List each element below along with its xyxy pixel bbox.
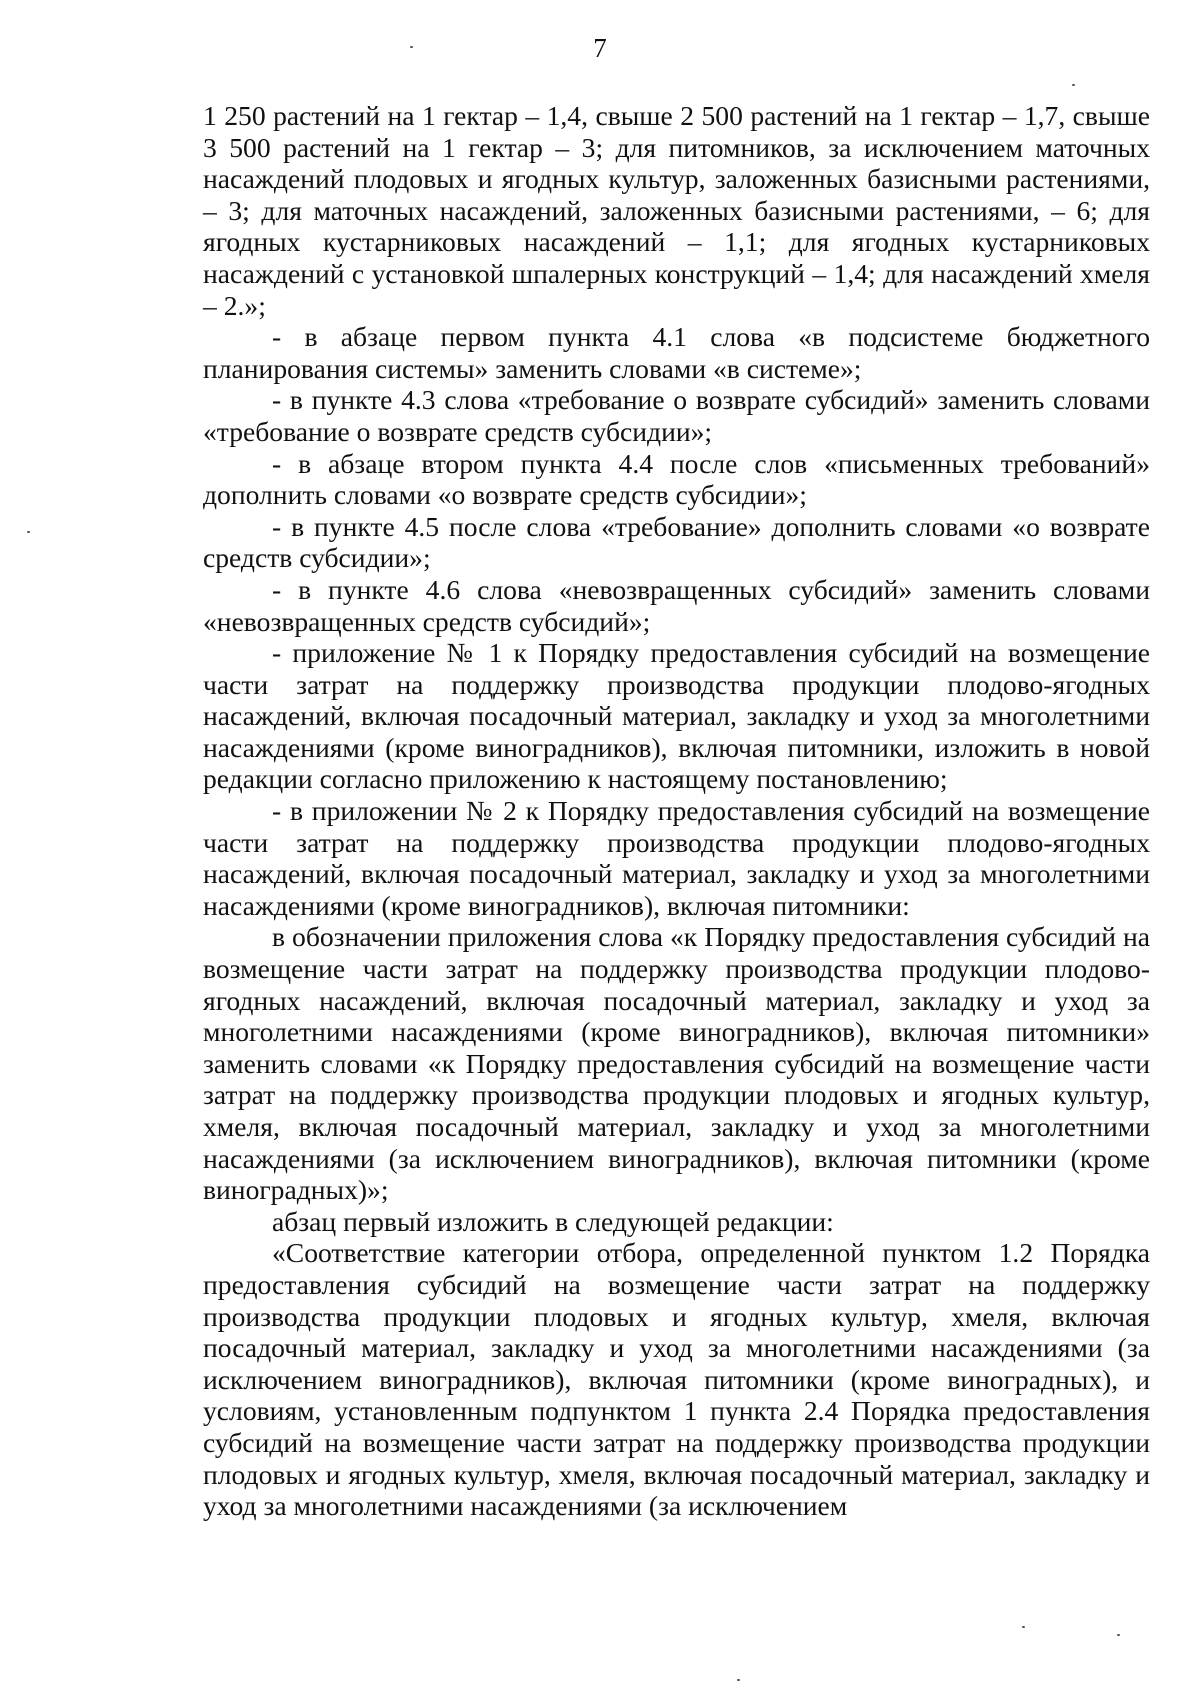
paragraph-item-4-5: - в пункте 4.5 после слова «требование» дополнить словами «о возврате средств субсидии»;	[203, 510, 1150, 574]
paragraph-item-4-3: - в пункте 4.3 слова «требование о возврате субсидий» заменить словами «требование о возврате средств субсидии»;	[203, 384, 1150, 447]
paragraph-item-4-1: - в абзаце первом пункта 4.1 слова «в подсистеме бюджетного планирования системы» заменить словами «в системе»;	[203, 321, 1150, 384]
paragraph-quoted-text: «Соответствие категории отбора, определенной пунктом 1.2 Порядка предоставления субсидий на возмещение части затрат на поддержку производства продукции плодовых и ягодных культур, хмеля, включая посадочный материал, закладку и уход за многолетними насаждениями (за исключением виноградников), включая питомники (кроме виноградных), и условиям, установленным подпунктом 1 пункта 2.4 Порядка предоставления субсидий на возмещение части затрат на поддержку производства продукции плодовых и ягодных культур, хмеля, включая посадочный материал, закладку и уход за многолетними насаждениями (за исключением	[203, 1237, 1150, 1522]
scan-speck	[1022, 1626, 1025, 1628]
scan-speck	[1072, 84, 1075, 86]
paragraph-item-4-6: - в пункте 4.6 слова «невозвращенных субсидий» заменить словами «невозвращенных средств субсидий»;	[203, 573, 1150, 637]
scan-speck	[737, 1679, 740, 1681]
page-number: 7	[593, 33, 607, 63]
paragraph-continuation: 1 250 растений на 1 гектар – 1,4, свыше 2 500 растений на 1 гектар – 1,7, свыше 3 500 растений на 1 гектар – 3; для питомников, за исключением маточных насаждений плодовых и ягодных культур, заложенных базисными растениями, – 3; для маточных насаждений, заложенных базисными растениями, – 6; для ягодных кустарниковых насаждений – 1,1; для ягодных кустарниковых насаждений с установкой шпалерных конструкций – 1,4; для насаждений хмеля – 2.»;	[203, 100, 1150, 321]
paragraph-appendix-1: - приложение № 1 к Порядку предоставления субсидий на возмещение части затрат на поддержку производства продукции плодово-ягодных насаждений, включая посадочный материал, закладку и уход за многолетними насаждениями (кроме виноградников), включая питомники, изложить в новой редакции согласно приложению к настоящему постановлению;	[203, 637, 1150, 795]
scan-speck	[1117, 1634, 1120, 1636]
paragraph-appendix-2: - в приложении № 2 к Порядку предоставления субсидий на возмещение части затрат на поддержку производства продукции плодово-ягодных насаждений, включая посадочный материал, закладку и уход за многолетними насаждениями (кроме виноградников), включая питомники:	[203, 795, 1150, 921]
paragraph-item-4-4: - в абзаце втором пункта 4.4 после слов «письменных требований» дополнить словами «о возврате средств субсидии»;	[203, 447, 1150, 511]
scan-speck	[27, 531, 30, 533]
body-text	[203, 100, 1150, 1522]
paragraph-appendix-designation: в обозначении приложения слова «к Порядку предоставления субсидий на возмещение части затрат на поддержку производства продукции плодово-ягодных насаждений, включая посадочный материал, закладку и уход за многолетними насаждениями (кроме виноградников), включая питомники» заменить словами «к Порядку предоставления субсидий на возмещение части затрат на поддержку производства продукции плодовых и ягодных культур, хмеля, включая посадочный материал, закладку и уход за многолетними насаждениями (за исключением виноградников), включая питомники (кроме виноградных)»;	[203, 921, 1150, 1206]
scan-speck	[410, 46, 413, 48]
paragraph-first-abzac: абзац первый изложить в следующей редакции:	[272, 1205, 834, 1237]
